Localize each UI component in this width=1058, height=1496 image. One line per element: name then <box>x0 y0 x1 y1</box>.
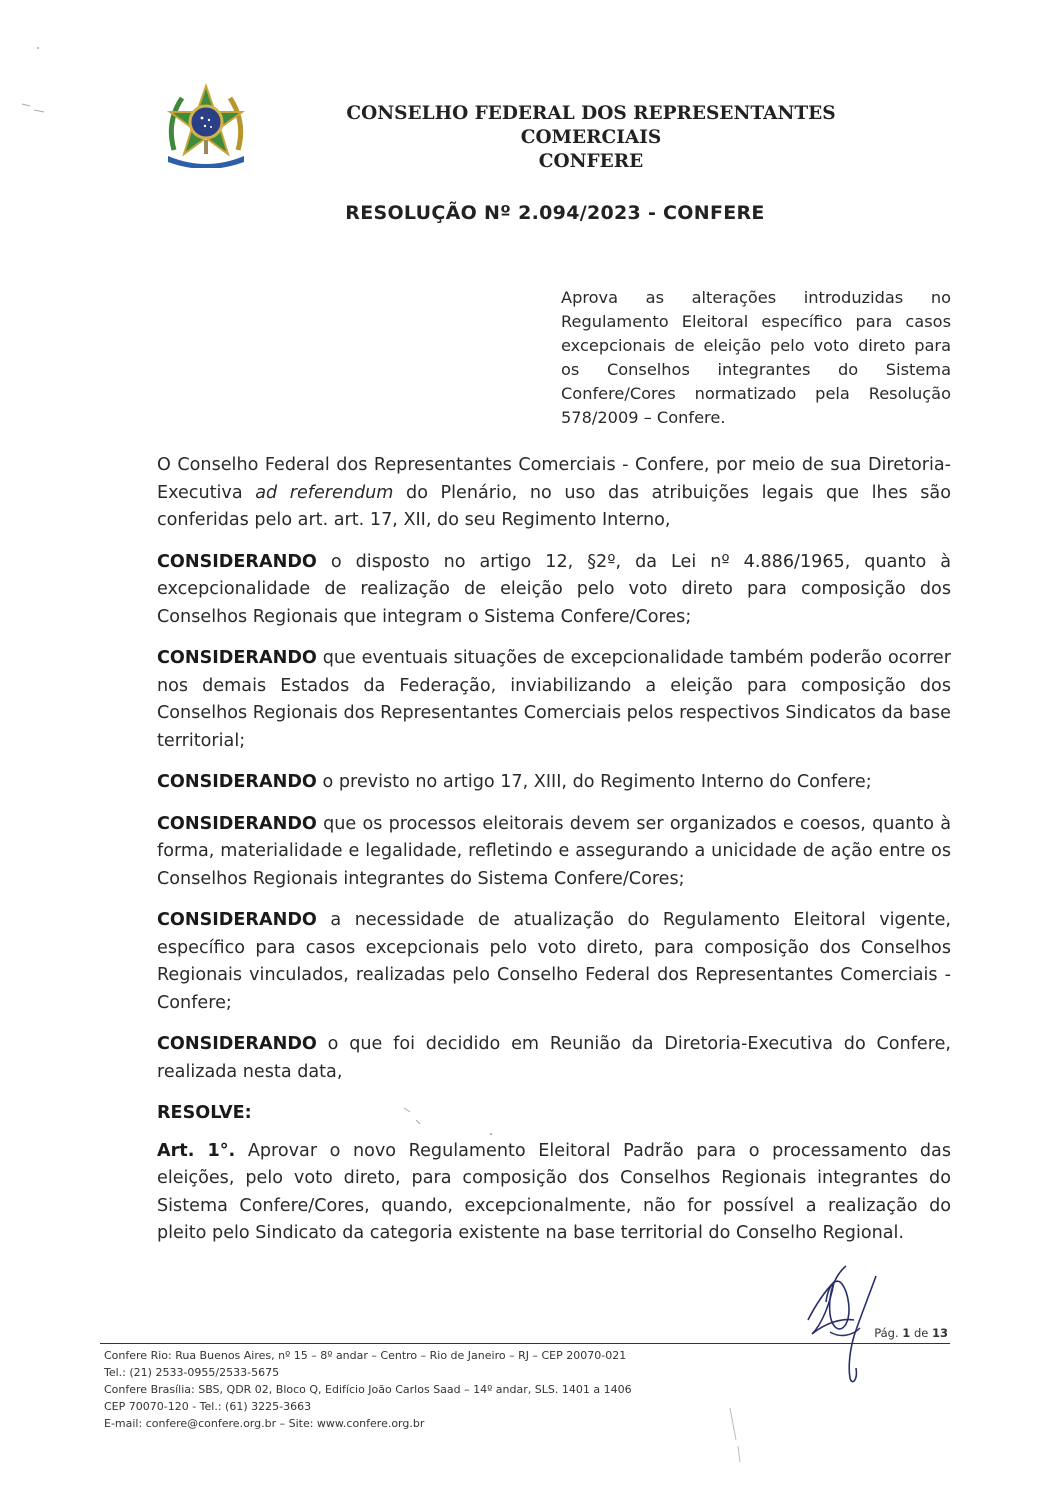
footer-line: Tel.: (21) 2533-0955/2533-5675 <box>104 1366 280 1379</box>
footer-address <box>104 1347 744 1432</box>
page-number-of: de <box>913 1326 929 1340</box>
document-body <box>157 452 951 1262</box>
preamble-text-1: O Conselho Federal dos Representantes Comerciais - Confere, por meio de sua Diretoria-Executiva <box>157 455 951 503</box>
considerando-label: CONSIDERANDO <box>157 551 317 572</box>
footer-line: Confere Rio: Rua Buenos Aires, nº 15 – 8º andar – Centro – Rio de Janeiro – RJ – CEP 20070-021 <box>104 1349 627 1362</box>
preamble-text-2: do Plenário, no uso das atribuições legais que lhes são conferidas pelo art. art. 17, XII, do seu Regimento Interno, <box>157 482 951 530</box>
article-1-text: Aprovar o novo Regulamento Eleitoral Padrão para o processamento das eleições, pelo voto direto, para composição dos Conselhos Regionais integrantes do Sistema Confere/Cores, quando, excepcionalmente, não for possível a realização do pleito pelo Sindicato da categoria existente na base territorial do Conselho Regional. <box>157 1140 952 1243</box>
considerando-text: o previsto no artigo 17, XIII, do Regimento Interno do Confere; <box>316 772 872 792</box>
considerando-paragraph <box>157 811 951 894</box>
considerando-paragraph <box>157 907 951 1017</box>
considerando-paragraph <box>157 549 951 632</box>
preamble-italic: ad referendum <box>255 482 394 503</box>
ementa: Aprova as alterações introduzidas no Regulamento Eleitoral específico para casos excepcionais de eleição pelo voto direto para os Conselhos integrantes do Sistema Confere/Cores normatizado pela Resolução 578/2009 – Confere. <box>561 288 951 427</box>
article-1-label: Art. 1°. <box>157 1140 236 1161</box>
considerando-label: CONSIDERANDO <box>157 910 317 930</box>
considerando-paragraph <box>157 645 951 755</box>
article-1 <box>157 1138 951 1248</box>
considerando-paragraph <box>157 1031 951 1086</box>
resolve-heading: RESOLVE: <box>157 1103 252 1123</box>
page-number-total: 13 <box>931 1326 948 1340</box>
footer-line: Confere Brasília: SBS, QDR 02, Bloco Q, Edifício João Carlos Saad – 14º andar, SLS. 1401 a 1406 <box>104 1383 632 1396</box>
considerando-label: CONSIDERANDO <box>157 1034 317 1054</box>
organization-name-line2: CONFERE <box>538 151 644 172</box>
resolution-title: RESOLUÇÃO Nº 2.094/2023 - CONFERE <box>345 202 765 224</box>
considerando-text: que os processos eleitorais devem ser organizados e coesos, quanto à forma, materialidade e legalidade, refletindo e assegurando a unicidade de ação entre os Conselhos Regionais integrantes do Sistema Confere/Cores; <box>157 813 951 889</box>
footer-line: E-mail: confere@confere.org.br – Site: www.confere.org.br <box>104 1417 425 1430</box>
considerando-paragraph <box>157 769 951 797</box>
considerando-label: CONSIDERANDO <box>157 813 317 834</box>
considerando-label: CONSIDERANDO <box>157 648 317 668</box>
considerando-text: o que foi decidido em Reunião da Diretoria-Executiva do Confere, realizada nesta data, <box>157 1034 951 1082</box>
considerando-text: a necessidade de atualização do Regulamento Eleitoral vigente, específico para casos excepcionais pelo voto direto, para composição dos Conselhos Regionais vinculados, realizadas pelo Conselho Federal dos Representantes Comerciais - Confere; <box>157 910 951 1013</box>
page-number-current: 1 <box>902 1326 911 1340</box>
page-number <box>874 1326 948 1340</box>
considerando-text: que eventuais situações de excepcionalidade também poderão ocorrer nos demais Estados da Federação, inviabilizando a eleição para composição dos Conselhos Regionais dos Representantes Comerciais pelos respectivos Sindicatos da base territorial; <box>157 648 951 751</box>
footer-line: CEP 70070-120 - Tel.: (61) 3225-3663 <box>104 1400 312 1413</box>
organization-name-line1: CONSELHO FEDERAL DOS REPRESENTANTES COMERCIAIS <box>346 103 836 148</box>
letterhead <box>160 82 960 172</box>
organization-name <box>276 102 906 174</box>
considerando-text: o disposto no artigo 12, §2º, da Lei nº 4.886/1965, quanto à excepcionalidade de realização de eleição pelo voto direto para composição dos Conselhos Regionais que integram o Sistema Confere/Cores; <box>157 551 951 627</box>
preamble <box>157 452 951 535</box>
considerando-label: CONSIDERANDO <box>157 772 317 792</box>
brazil-coat-of-arms-icon <box>160 82 252 168</box>
page-number-prefix: Pág. <box>874 1326 899 1340</box>
footer-divider <box>100 1343 950 1344</box>
